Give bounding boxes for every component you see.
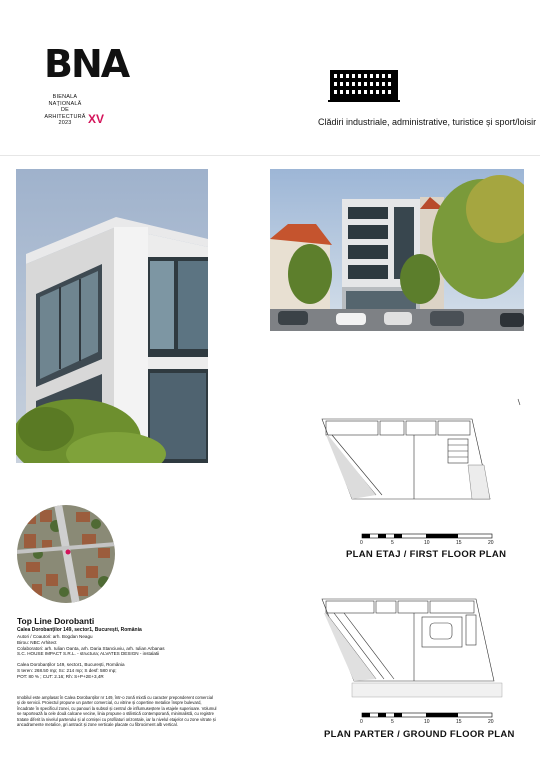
- project-site-data: [17, 662, 207, 679]
- authors-line: S.C. HOUSE IMPACT S.R.L. - structura; ALVATES DESIGN - instalatii: [17, 651, 160, 657]
- first-floor-plan-drawing: [318, 395, 528, 507]
- scale-tick: 20: [488, 719, 494, 725]
- scale-tick: 5: [391, 719, 394, 725]
- project-title: Top Line Dorobanti: [17, 616, 95, 626]
- scale-tick: 0: [360, 540, 363, 546]
- scale-tick: 15: [456, 540, 462, 546]
- scale-tick: 5: [391, 540, 394, 546]
- header-divider: [0, 155, 540, 156]
- bna-logo-mark: BNA: [44, 42, 129, 86]
- first-floor-plan-label: PLAN ETAJ / FIRST FLOOR PLAN: [346, 549, 507, 560]
- category-building-icon: [328, 68, 400, 108]
- logo-line: NAȚIONALĂ: [48, 100, 82, 107]
- aerial-site-map: [16, 504, 116, 604]
- project-authors: [17, 634, 207, 657]
- logo-line: ARHITECTURĂ: [44, 113, 86, 120]
- project-address: Calea Dorobanților 149, sector1, București, România: [17, 627, 142, 633]
- building-corner-photo: [16, 169, 208, 463]
- authors-line: Birou: NBC Arhitect: [17, 639, 57, 645]
- edition-badge: XV: [88, 112, 105, 126]
- ground-floor-plan-drawing: [318, 595, 518, 705]
- authors-line: Autori / Coautori: arh. Bogdan Neagu: [17, 634, 93, 639]
- logo-line: DE: [60, 107, 70, 114]
- scale-tick: 15: [456, 719, 462, 725]
- ground-floor-plan-label: PLAN PARTER / GROUND FLOOR PLAN: [324, 729, 515, 740]
- scale-tick: 10: [424, 719, 430, 725]
- scale-tick: 20: [488, 540, 494, 546]
- site-data-line: Calea Dorobanților 149, sector1, București, România: [17, 662, 125, 667]
- project-description: Imobilul este amplasat în Calea Dorobanților nr 149, într-o zonă mixtă cu caracter preponderent comercial și de servicii. Proiectul propune un parter comercial, cu vitrine și copertine metalice înspre bulevard, încadrate în specificul zonei, cu panouri la subsol și centrul de influmuseștere la etajele superioare. Volumul se raportează la cele două calcane vecine, linia propune o stilistică contemporană, minimalistă, cu registre tratate diferit la nivelul parterului și al cornișei cu profilaturi orizontale, iar la nivelul etajelor cu zone vitrate și ancadramente metalice, gri antracit și zone verticale placate cu fibrociment alb vertical.: [17, 695, 217, 728]
- site-data-line: S teren: 268.50 mp; Sc: 214 mp; S desf: 580 mp;: [17, 667, 117, 673]
- logo-line: BIENALA: [52, 94, 78, 100]
- scale-tick: 0: [360, 719, 363, 725]
- category-label: Clădiri industriale, administrative, turistice și sport/loisir: [318, 117, 537, 127]
- scale-tick: 10: [424, 540, 430, 546]
- authors-line: Colaboratori: arh. Iulian Oanta, arh. Daria Stanciuviu, arh. Iulian Arbanas: [17, 645, 165, 651]
- logo-line: 2023: [58, 120, 72, 127]
- site-data-line: POT: 80 % ; CUT: 2.16; Rh: S+P+2E+3,4R: [17, 673, 104, 679]
- bna-logo-text: [43, 94, 87, 127]
- street-view-photo: [270, 169, 524, 331]
